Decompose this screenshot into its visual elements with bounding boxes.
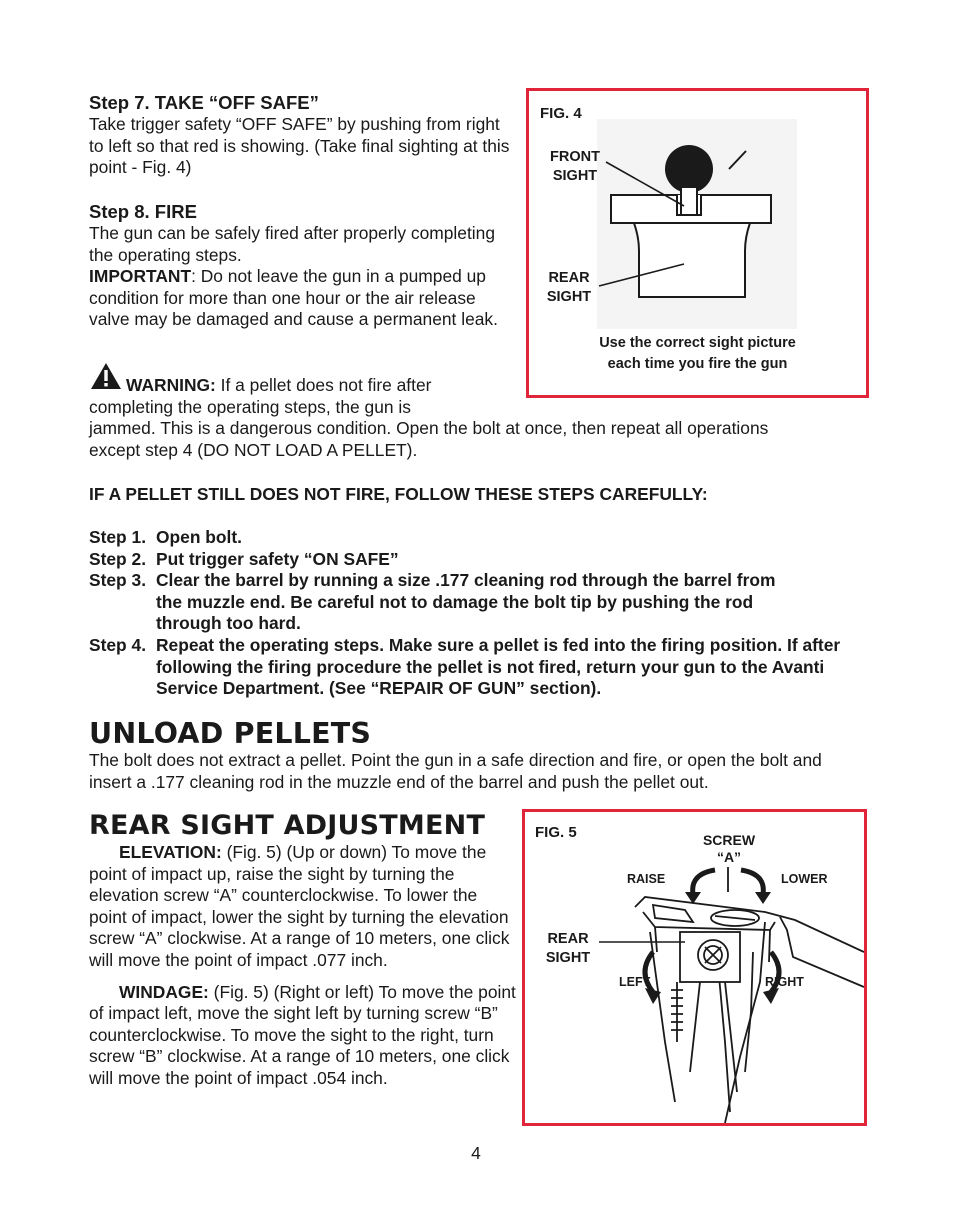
elevation-text: (Fig. 5) (Up or down) To move the point of impact up, raise the sight by turning the elevation screw “A” counterclockwise. To lower the point of impact, lower the sight by turning the elevation screw “A” clockwise. At a range of 10 meters, one click will move the point of impact .077 inch.	[89, 842, 510, 970]
step8-important	[89, 266, 517, 331]
raise-label: RAISE	[627, 872, 666, 886]
fig4-title: FIG. 4	[540, 105, 582, 122]
windage-paragraph	[89, 982, 519, 1090]
windage-label: WINDAGE:	[119, 981, 209, 1002]
warning-label: WARNING:	[126, 375, 216, 395]
step8-heading: Step 8. FIRE	[89, 201, 197, 222]
warning-line-2: completing the operating steps, the gun is	[89, 396, 411, 417]
jam-step-label: Step 2.	[89, 548, 147, 569]
jam-step-label: Step 3.	[89, 570, 147, 591]
step8-text: The gun can be safely fired after properly completing the operating steps.	[89, 223, 496, 265]
jam-step-text: Open bolt.	[156, 527, 242, 547]
jam-heading: IF A PELLET STILL DOES NOT FIRE, FOLLOW THESE STEPS CAREFULLY:	[89, 484, 708, 504]
screw-a-label-line-1: SCREW	[702, 832, 756, 848]
rear-sight-label-line-2: SIGHT	[546, 289, 592, 305]
fig5-rear-sight-label	[533, 930, 603, 968]
fig4-box	[526, 88, 869, 398]
step7-heading: Step 7. TAKE “OFF SAFE”	[89, 92, 319, 113]
fig5-title: FIG. 5	[535, 824, 577, 841]
jam-step-label: Step 4.	[89, 634, 147, 655]
step7-text: Take trigger safety “OFF SAFE” by pushing from right to left so that red is showing. (Take final sighting at this point - Fig. 4)	[89, 114, 510, 178]
jam-step-4	[89, 635, 869, 700]
fig4-caption	[529, 333, 866, 375]
elevation-paragraph	[89, 842, 519, 972]
page-number: 4	[471, 1143, 481, 1163]
unload-text: The bolt does not extract a pellet. Point the gun in a safe direction and fire, or open the bolt and insert a .177 cleaning rod in the muzzle end of the barrel and push the pellet out.	[89, 750, 822, 792]
unload-section	[89, 718, 864, 793]
jam-step-2	[89, 549, 869, 571]
important-label: IMPORTANT	[89, 266, 192, 287]
screw-a-label-line-2: “A”	[716, 849, 742, 865]
rear-sight-section	[89, 810, 519, 1090]
screw-a-label	[693, 832, 765, 866]
right-label: RIGHT	[765, 975, 804, 989]
elevation-label: ELEVATION:	[119, 842, 222, 862]
jam-steps	[89, 527, 869, 700]
jam-step-1	[89, 527, 869, 549]
warning-line-4: except step 4 (DO NOT LOAD A PELLET).	[89, 439, 418, 460]
front-sight-label	[542, 148, 608, 186]
fig5-rear-sight-label-line-1: REAR	[547, 931, 589, 947]
front-sight-label-line-2: SIGHT	[552, 168, 598, 184]
jam-step-label: Step 1.	[89, 527, 147, 547]
jam-step-3	[89, 570, 869, 635]
step7-section	[89, 92, 514, 179]
rear-sight-label-line-1: REAR	[548, 270, 590, 286]
jam-step-text: Put trigger safety “ON SAFE”	[156, 548, 399, 569]
warning-line-3: jammed. This is a dangerous condition. Open the bolt at once, then repeat all operations	[89, 418, 769, 439]
jam-step-text: Repeat the operating steps. Make sure a pellet is fed into the firing position. If after following the firing procedure the pellet is not fired, return your gun to the Avanti Service Department. (See “REPAIR OF GUN” section).	[156, 634, 841, 699]
fig4-caption-line-1: Use the correct sight picture	[599, 335, 796, 351]
left-label: LEFT	[619, 975, 651, 989]
rear-sight-heading: REAR SIGHT ADJUSTMENT	[89, 810, 486, 841]
front-sight-label-line-1: FRONT	[550, 149, 600, 165]
rear-sight-label	[536, 269, 602, 307]
warning-text-1: If a pellet does not fire after	[215, 375, 432, 395]
jam-step-text: Clear the barrel by running a size .177 cleaning rod through the barrel from the muzzle end. Be careful not to damage the bolt tip by pushing the rod through too hard.	[156, 570, 776, 634]
windage-text: (Fig. 5) (Right or left) To move the point of impact left, move the sight left by turning screw “B” counterclockwise. To move the sight to the right, turn screw “B” clockwise. At a range of 10 meters, one click will move the point of impact .054 inch.	[89, 981, 516, 1088]
fig5-rear-sight-label-line-2: SIGHT	[545, 950, 591, 966]
important-text: : Do not leave the gun in a pumped up condition for more than one hour or the air release valve may be damaged and cause a permanent leak.	[89, 266, 498, 330]
fig5-box	[522, 809, 867, 1126]
step8-section	[89, 201, 517, 331]
unload-heading: UNLOAD PELLETS	[89, 717, 372, 750]
lower-label: LOWER	[781, 872, 828, 886]
fig4-caption-line-2: each time you fire the gun	[607, 356, 788, 372]
